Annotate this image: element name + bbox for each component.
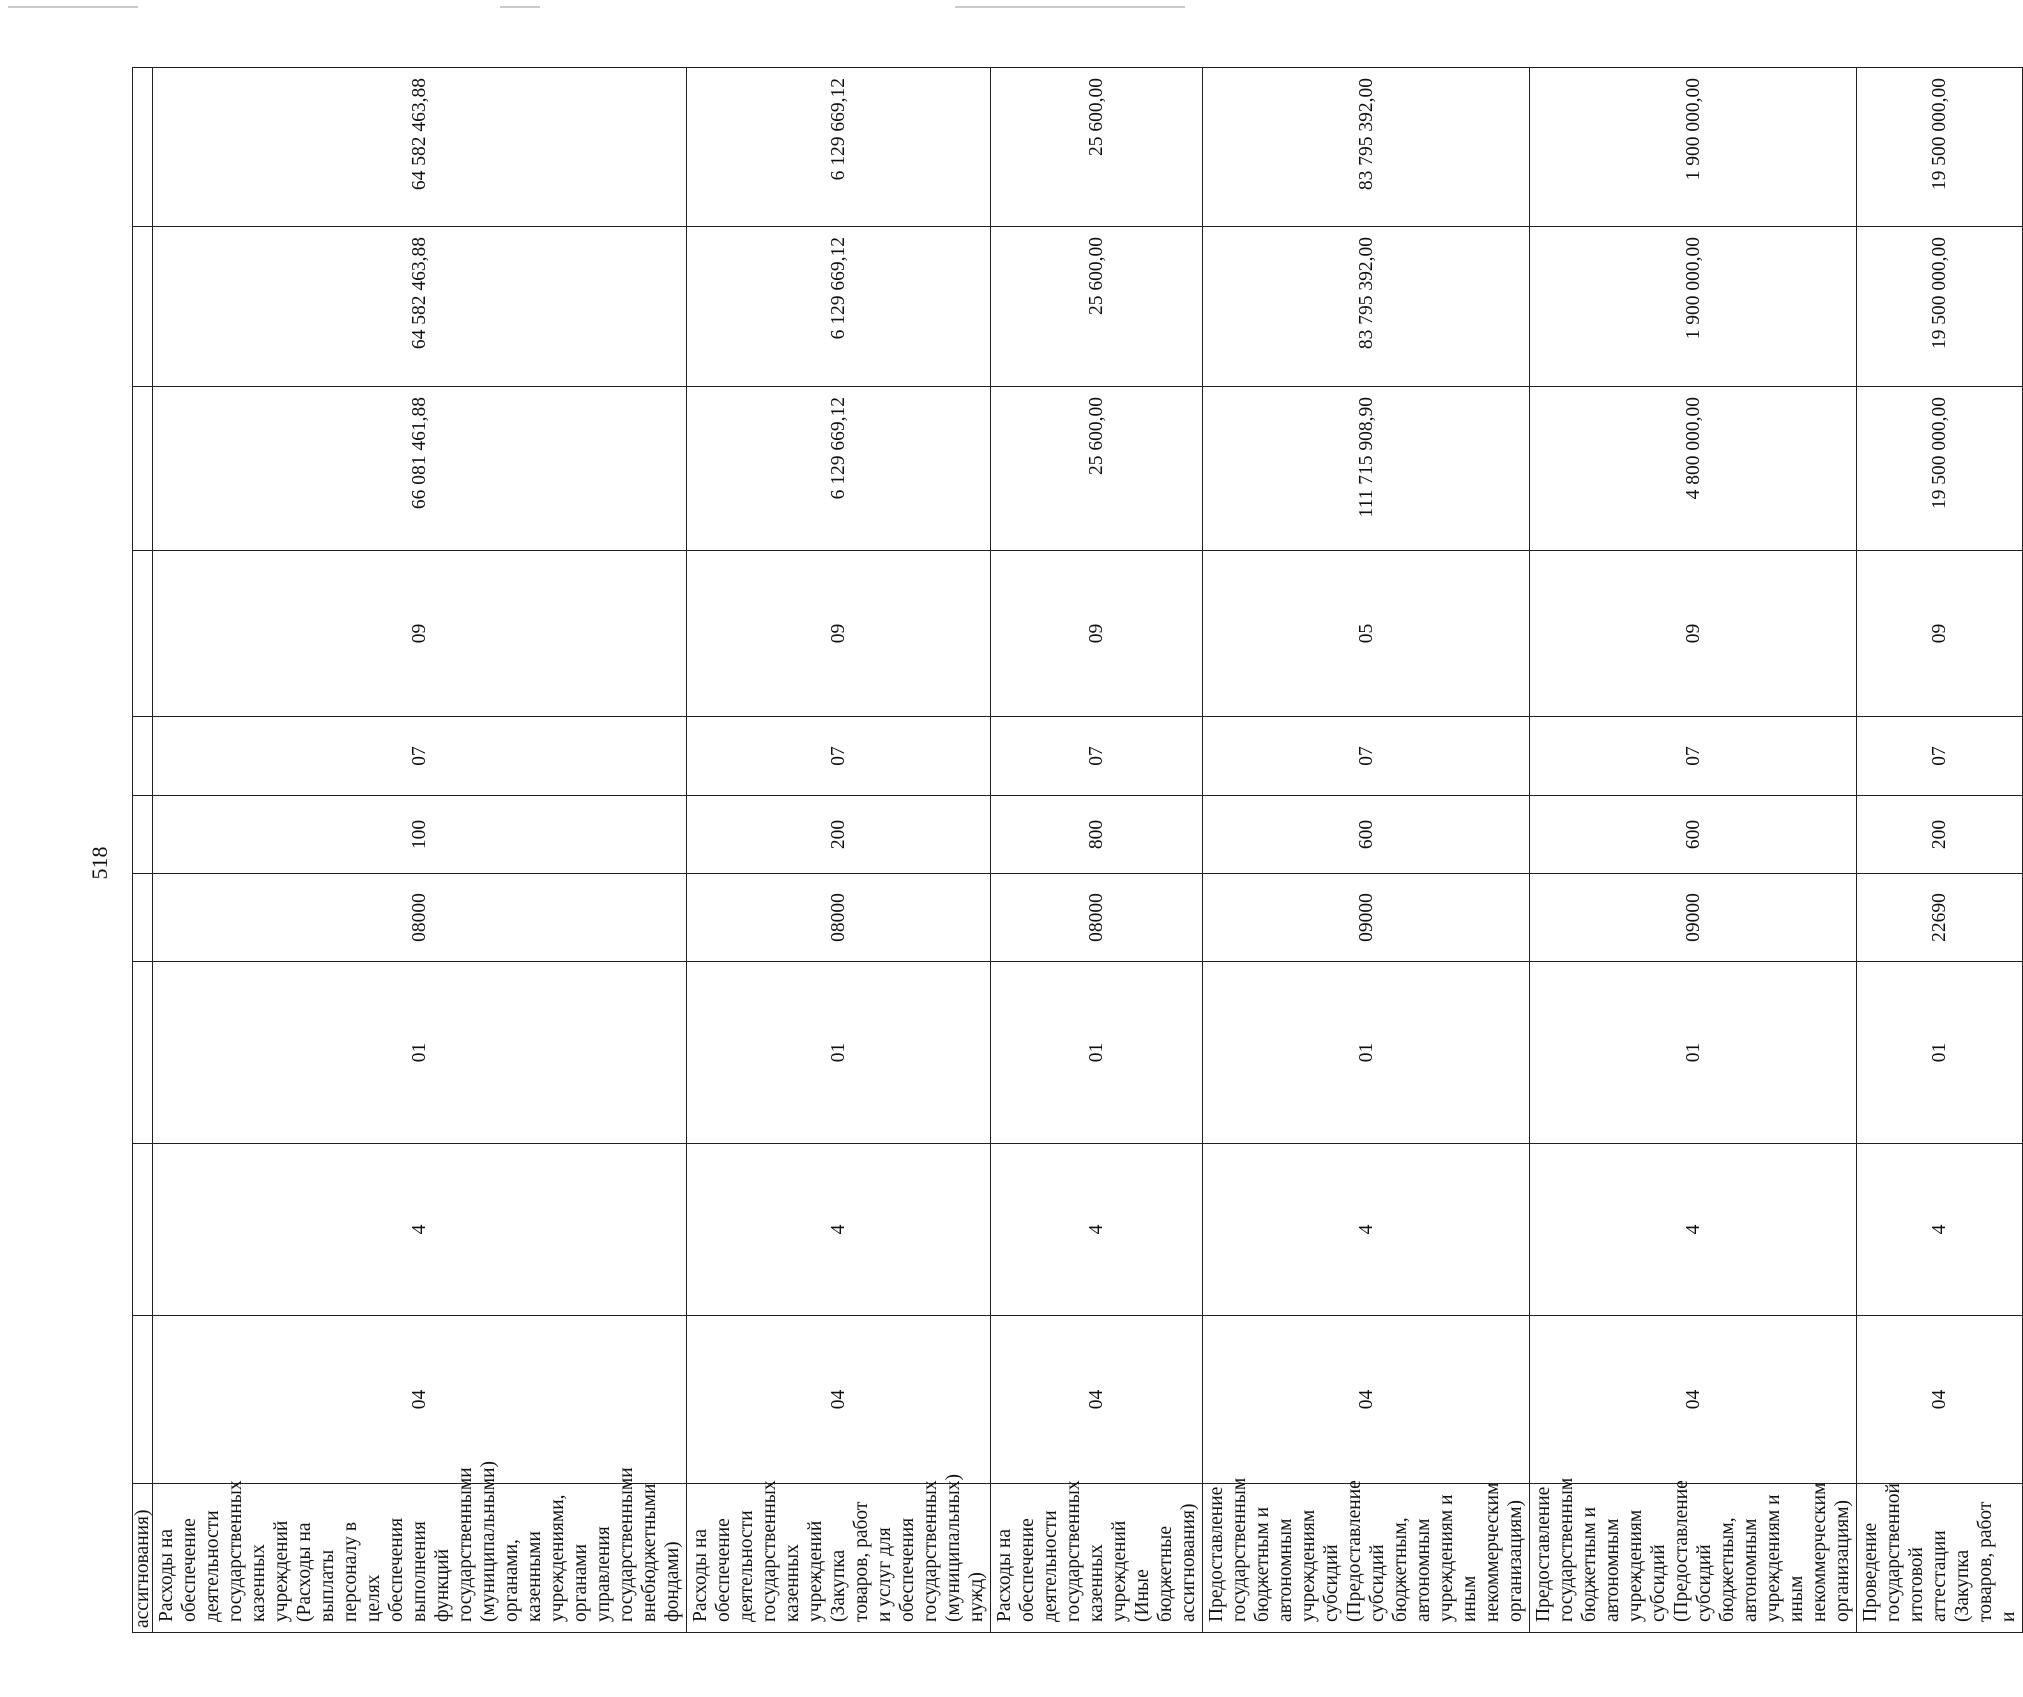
- empty-cell: [133, 387, 153, 551]
- code-cell: 09: [1857, 551, 2023, 717]
- empty-cell: [133, 551, 153, 717]
- table-row: [687, 68, 991, 1633]
- code-cell: 07: [687, 717, 991, 796]
- code-cell: 01: [991, 962, 1203, 1144]
- code-cell: 600: [1530, 796, 1857, 874]
- amount-cell: 6 129 669,12: [687, 387, 991, 551]
- row-description: Расходы на обеспечение деятельности государственных казенных учреждений (Расходы на выплаты персоналу в целях обеспечения выполнения функций государственными (муниципальными) органами, казенными учреждениями, органами управления государственными внебюджетными фондами): [153, 1484, 687, 1633]
- empty-cell: [133, 717, 153, 796]
- code-cell: 4: [1857, 1144, 2023, 1316]
- code-cell: 07: [1203, 717, 1530, 796]
- amount-cell: 4 800 000,00: [1530, 387, 1857, 551]
- header-cell: ассигнования): [133, 1484, 153, 1633]
- row-description: Предоставление государственным бюджетным и автономным учреждениям субсидий (Предоставление субсидий бюджетным, автономным учреждениям и иным некоммерческим организациям): [1203, 1484, 1530, 1633]
- table-row: [1857, 68, 2023, 1633]
- amount-cell: 111 715 908,90: [1203, 387, 1530, 551]
- code-cell: 09: [1530, 551, 1857, 717]
- code-cell: 04: [1203, 1316, 1530, 1484]
- code-cell: 08000: [153, 874, 687, 962]
- amount-cell: 25 600,00: [991, 387, 1203, 551]
- code-cell: 01: [1530, 962, 1857, 1144]
- row-description: Расходы на обеспечение деятельности государственных казенных учреждений (Закупка товаров, работ и услуг для обеспечения государственных (муниципальных) нужд): [687, 1484, 991, 1633]
- budget-table: [132, 67, 2023, 1633]
- code-cell: 01: [1857, 962, 2023, 1144]
- code-cell: 01: [1203, 962, 1530, 1144]
- code-cell: 09000: [1203, 874, 1530, 962]
- table-row: [1530, 68, 1857, 1633]
- code-cell: 09000: [1530, 874, 1857, 962]
- code-cell: 08000: [687, 874, 991, 962]
- code-cell: 05: [1203, 551, 1530, 717]
- empty-cell: [133, 874, 153, 962]
- code-cell: 04: [1530, 1316, 1857, 1484]
- code-cell: 04: [991, 1316, 1203, 1484]
- code-cell: 09: [991, 551, 1203, 717]
- code-cell: 07: [1857, 717, 2023, 796]
- code-cell: 04: [153, 1316, 687, 1484]
- empty-cell: [133, 962, 153, 1144]
- scan-artifact: [8, 6, 138, 8]
- table-body: [133, 68, 2023, 1633]
- code-cell: 22690: [1857, 874, 2023, 962]
- code-cell: 09: [153, 551, 687, 717]
- empty-cell: [133, 796, 153, 874]
- code-cell: 01: [687, 962, 991, 1144]
- amount-cell: 1 900 000,00: [1530, 68, 1857, 227]
- code-cell: 4: [1203, 1144, 1530, 1316]
- table-row: [1203, 68, 1530, 1633]
- amount-cell: 83 795 392,00: [1203, 68, 1530, 227]
- page-number: 518: [87, 846, 112, 880]
- code-cell: 4: [991, 1144, 1203, 1316]
- row-description: Проведение государственной итоговой аттестации (Закупка товаров, работ и: [1857, 1484, 2023, 1633]
- amount-cell: 6 129 669,12: [687, 68, 991, 227]
- code-cell: 4: [687, 1144, 991, 1316]
- code-cell: 100: [153, 796, 687, 874]
- scan-artifact: [500, 6, 540, 8]
- row-description: Расходы на обеспечение деятельности государственных казенных учреждений (Иные бюджетные ассигнования): [991, 1484, 1203, 1633]
- amount-cell: 19 500 000,00: [1857, 68, 2023, 227]
- amount-cell: 64 582 463,88: [153, 68, 687, 227]
- amount-cell: 6 129 669,12: [687, 227, 991, 387]
- amount-cell: 64 582 463,88: [153, 227, 687, 387]
- scan-artifact: [955, 6, 1185, 8]
- code-cell: 800: [991, 796, 1203, 874]
- amount-cell: 1 900 000,00: [1530, 227, 1857, 387]
- code-cell: 04: [1857, 1316, 2023, 1484]
- table-row: [991, 68, 1203, 1633]
- empty-cell: [133, 1144, 153, 1316]
- code-cell: 200: [1857, 796, 2023, 874]
- empty-cell: [133, 1316, 153, 1484]
- code-cell: 09: [687, 551, 991, 717]
- empty-cell: [133, 227, 153, 387]
- table-row: [153, 68, 687, 1633]
- amount-cell: 25 600,00: [991, 227, 1203, 387]
- code-cell: 07: [153, 717, 687, 796]
- header-row: [133, 68, 153, 1633]
- rotated-table-container: [132, 68, 2019, 1633]
- amount-cell: 19 500 000,00: [1857, 387, 2023, 551]
- code-cell: 600: [1203, 796, 1530, 874]
- amount-cell: 66 081 461,88: [153, 387, 687, 551]
- code-cell: 04: [687, 1316, 991, 1484]
- code-cell: 07: [991, 717, 1203, 796]
- amount-cell: 25 600,00: [991, 68, 1203, 227]
- code-cell: 07: [1530, 717, 1857, 796]
- amount-cell: 83 795 392,00: [1203, 227, 1530, 387]
- code-cell: 4: [153, 1144, 687, 1316]
- code-cell: 200: [687, 796, 991, 874]
- empty-cell: [133, 68, 153, 227]
- code-cell: 01: [153, 962, 687, 1144]
- row-description: Предоставление государственным бюджетным и автономным учреждениям субсидий (Предоставление субсидий бюджетным, автономным учреждениям и иным некоммерческим организациям): [1530, 1484, 1857, 1633]
- code-cell: 4: [1530, 1144, 1857, 1316]
- code-cell: 08000: [991, 874, 1203, 962]
- amount-cell: 19 500 000,00: [1857, 227, 2023, 387]
